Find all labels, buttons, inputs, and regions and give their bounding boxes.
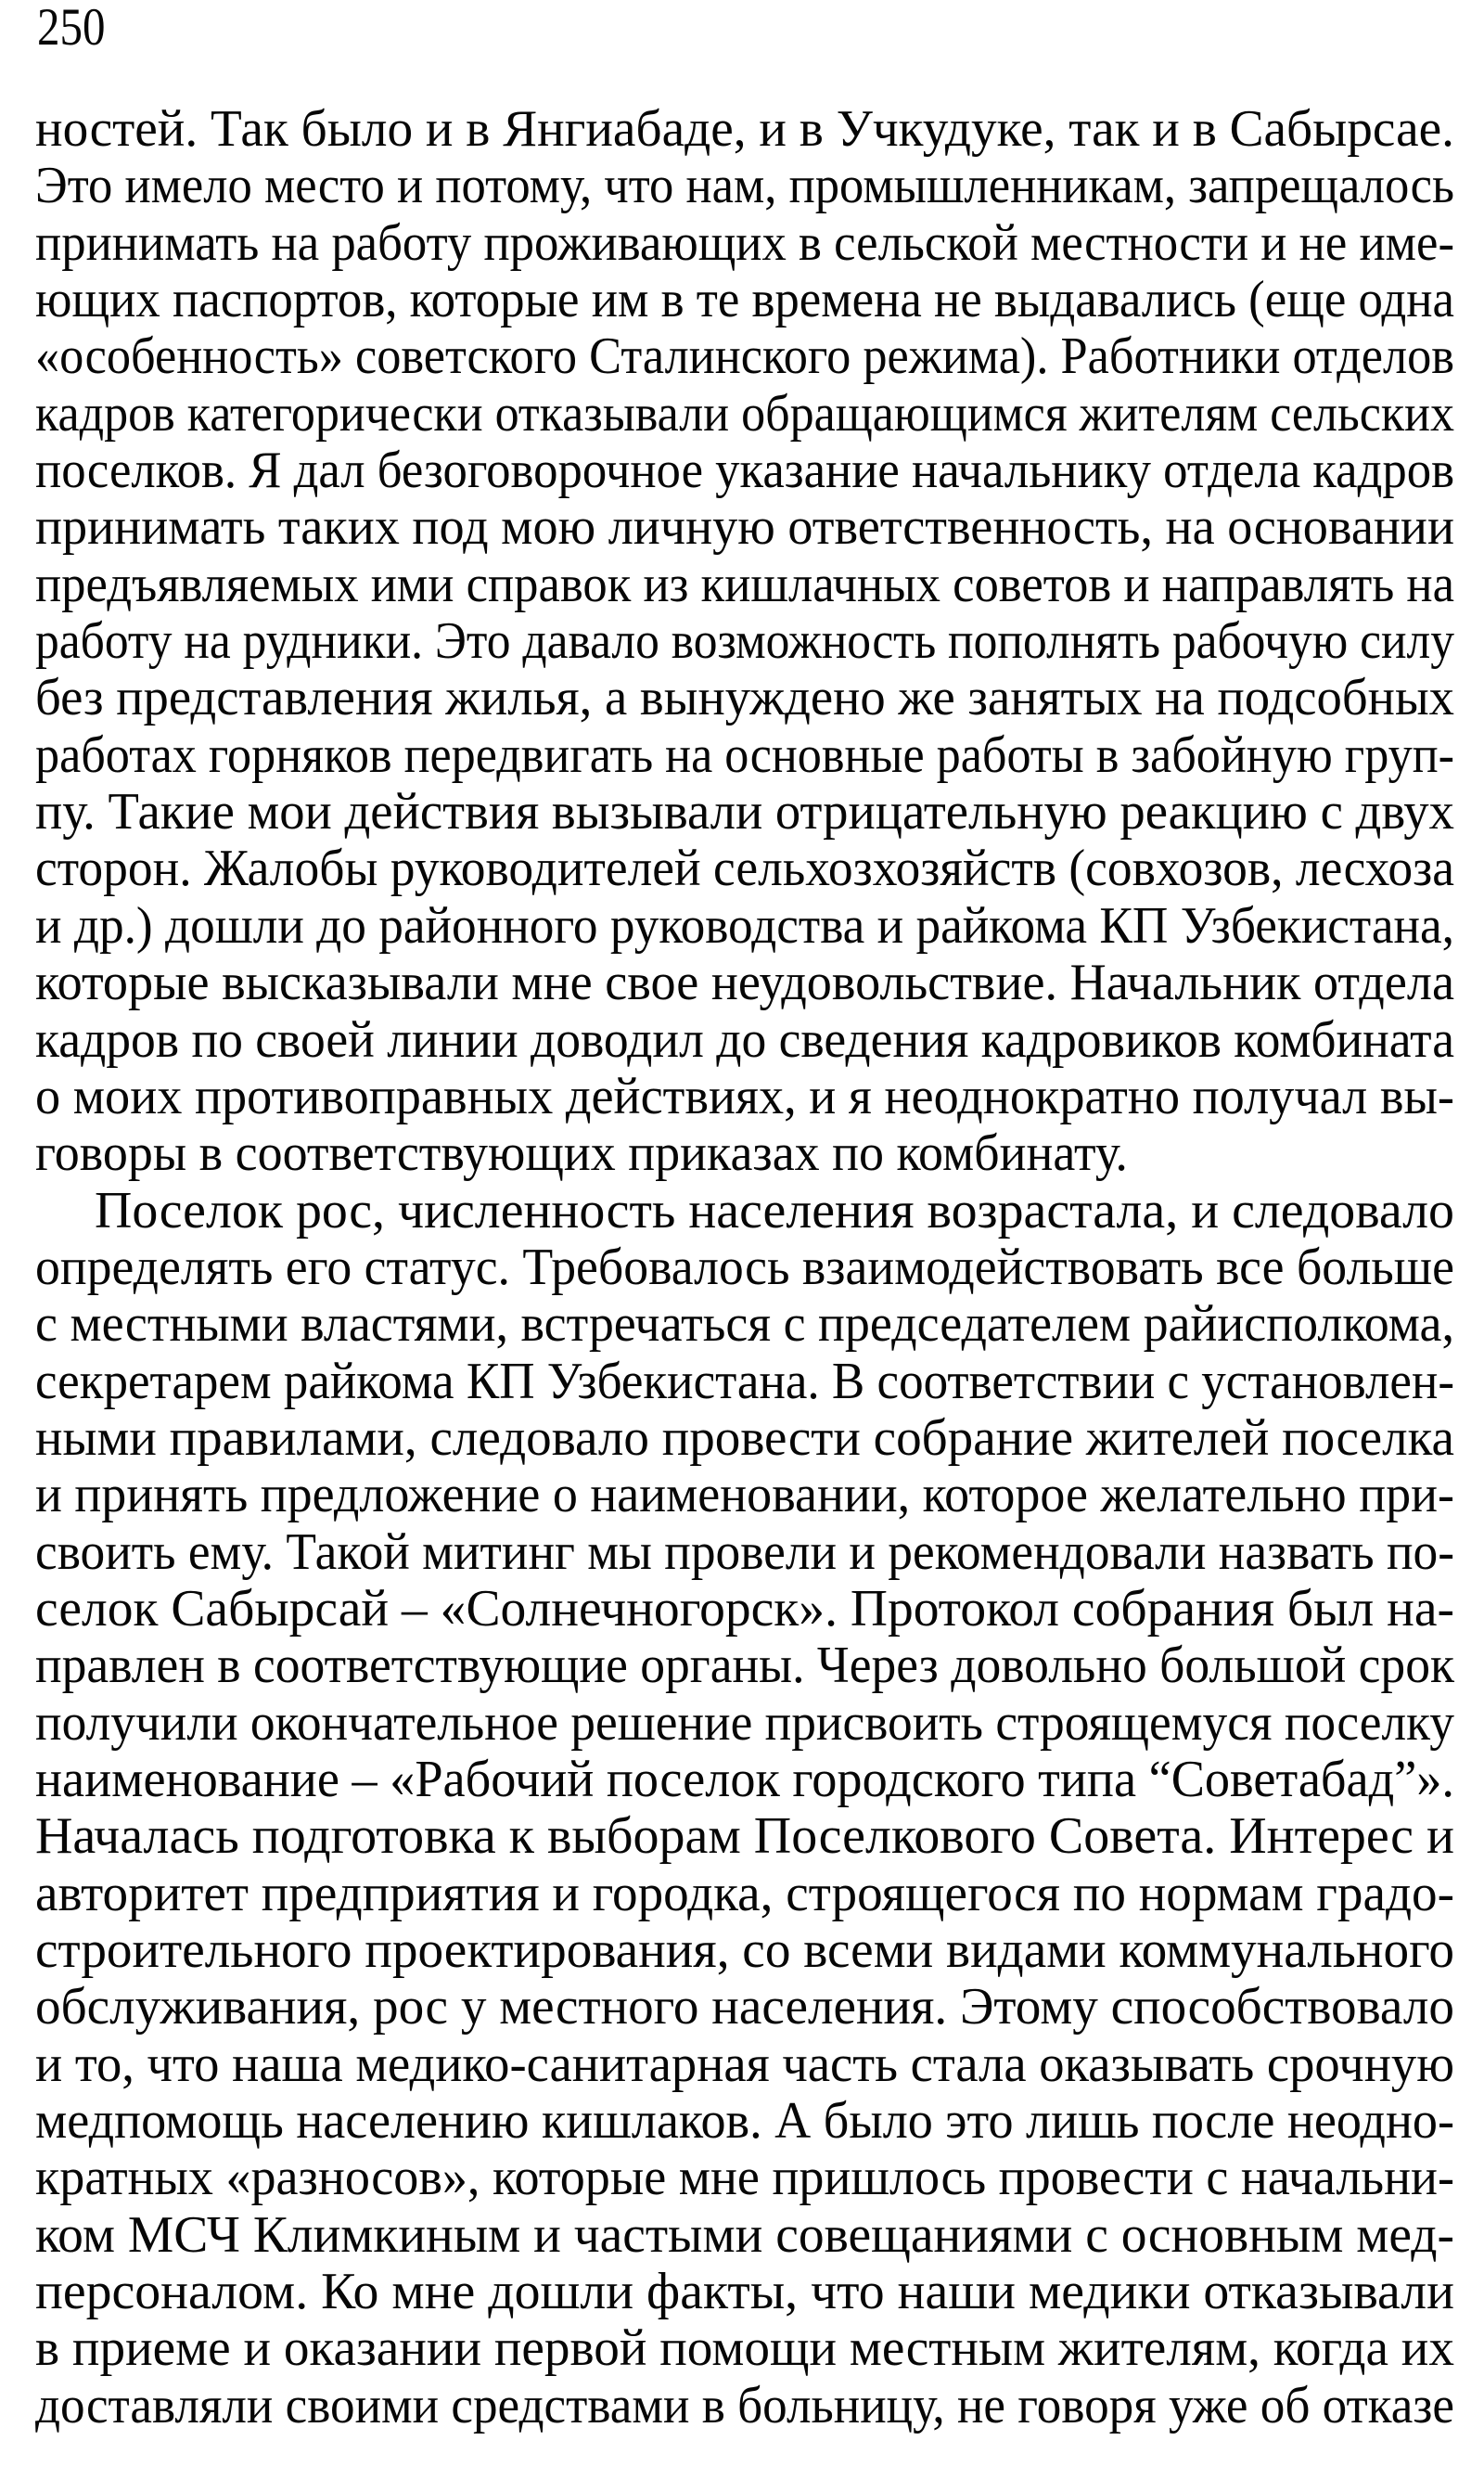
text-line: медпомощь населению кишлаков. А было это лишь после неодно- <box>35 2092 1454 2151</box>
text-line: получили окончательное решение присвоить строящемуся поселку <box>35 1693 1454 1752</box>
paragraph <box>35 1183 1454 2435</box>
text-line: в приеме и оказании первой помощи местным жителям, когда их <box>35 2319 1454 2378</box>
text-line: Началась подготовка к выборам Поселкового Совета. Интерес и <box>35 1807 1454 1866</box>
text-line: которые высказывали мне свое неудовольствие. Начальник отдела <box>35 954 1454 1012</box>
text-line: ком МСЧ Климкиным и частыми совещаниями с основным мед- <box>35 2205 1454 2264</box>
text-line: кадров категорически отказывали обращающимся жителям сельских <box>35 384 1454 443</box>
text-line: селок Сабырсай – «Солнечногорск». Протокол собрания был на- <box>35 1579 1454 1638</box>
text-line: Это имело место и потому, что нам, промышленникам, запрещалось <box>35 157 1454 215</box>
text-line: говоры в соответствующих приказах по комбинату. <box>35 1124 1128 1183</box>
text-line: строительного проектирования, со всеми видами коммунального <box>35 1921 1454 1979</box>
page-number: 250 <box>37 0 106 57</box>
text-line: обслуживания, рос у местного населения. Этому способствовало <box>35 1978 1454 2036</box>
text-line: принимать на работу проживающих в сельской местности и не име- <box>35 213 1454 272</box>
text-line: наименование – «Рабочий поселок городского типа “Советабад”». <box>35 1750 1454 1808</box>
text-line: с местными властями, встречаться с председателем райисполкома, <box>35 1295 1454 1354</box>
text-line: кратных «разносов», которые мне пришлось провести с начальни- <box>35 2149 1454 2207</box>
text-line: ющих паспортов, которые им в те времена не выдавались (еще одна <box>35 271 1454 329</box>
text-line: определять его статус. Требовалось взаимодействовать все больше <box>35 1238 1454 1296</box>
text-line: «особенность» советского Сталинского режима). Работники отделов <box>35 328 1454 386</box>
text-line: пу. Такие мои действия вызывали отрицательную реакцию с двух <box>35 783 1454 841</box>
text-line: и др.) дошли до районного руководства и райкома КП Узбекистана, <box>35 896 1454 955</box>
text-line: принимать таких под мою личную ответственность, на основании <box>35 498 1454 557</box>
text-line: ностей. Так было и в Янгиабаде, и в Учкудуке, так и в Сабырсае. <box>35 100 1454 158</box>
text-line: правлен в соответствующие органы. Через довольно большой срок <box>35 1637 1454 1695</box>
text-line: работу на рудники. Это давало возможность пополнять рабочую силу <box>35 612 1454 671</box>
text-line: доставляли своими средствами в больницу, не говоря уже об отказе <box>35 2376 1454 2434</box>
text-line: и принять предложение о наименовании, которое желательно при- <box>35 1466 1454 1524</box>
text-line: кадров по своей линии доводил до сведения кадровиков комбината <box>35 1010 1454 1069</box>
text-line: своить ему. Такой митинг мы провели и рекомендовали назвать по- <box>35 1522 1454 1581</box>
text-line: и то, что наша медико-санитарная часть стала оказывать срочную <box>35 2035 1454 2093</box>
text-line: Поселок рос, численность населения возрастала, и следовало <box>95 1181 1454 1239</box>
text-line: секретарем райкома КП Узбекистана. В соответствии с установлен- <box>35 1352 1454 1410</box>
text-line: предъявляемых ими справок из кишлачных советов и направлять на <box>35 555 1454 613</box>
text-line: о моих противоправных действиях, и я неоднократно получал вы- <box>35 1067 1454 1125</box>
text-line: сторон. Жалобы руководителей сельхозхозяйств (совхозов, лесхоза <box>35 840 1454 898</box>
paragraph <box>35 101 1454 1183</box>
text-line: авторитет предприятия и городка, строящегося по нормам градо- <box>35 1864 1454 1922</box>
text-line: без представления жилья, а вынуждено же занятых на подсобных <box>35 669 1454 727</box>
text-column <box>35 101 1454 2434</box>
text-line: персоналом. Ко мне дошли факты, что наши медики отказывали <box>35 2263 1454 2321</box>
text-line: работах горняков передвигать на основные работы в забойную груп- <box>35 726 1454 784</box>
text-line: поселков. Я дал безоговорочное указание начальнику отдела кадров <box>35 442 1454 500</box>
text-line: ными правилами, следовало провести собрание жителей поселка <box>35 1408 1454 1467</box>
